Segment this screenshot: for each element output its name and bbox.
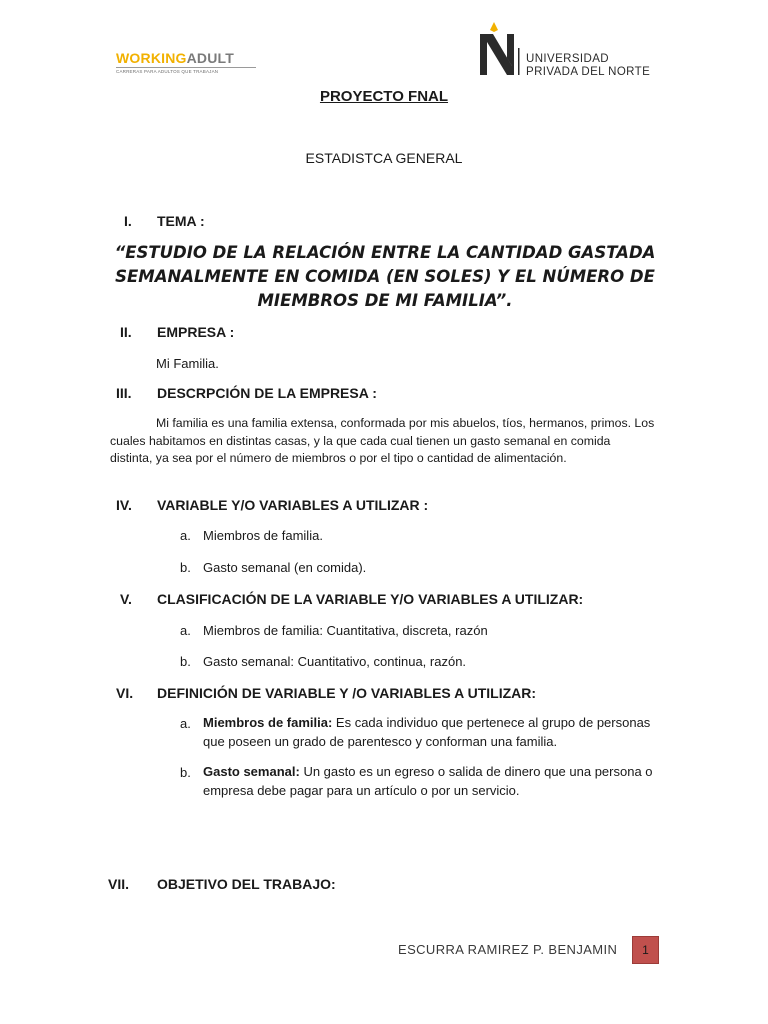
section-3-number: III.	[116, 385, 132, 401]
document-subtitle: ESTADISTCA GENERAL	[305, 150, 463, 166]
definicion-a-text: Es cada individuo que pertenece al grupo de personas que poseen un grado de parentesco y conforman una familia.	[203, 715, 651, 749]
section-2-title: EMPRESA :	[157, 324, 235, 340]
page-number-badge: 1	[632, 936, 659, 964]
definicion-a-term: Miembros de familia:	[203, 715, 333, 730]
section-6-number: VI.	[116, 685, 134, 701]
section-6-title: DEFINICIÓN DE VARIABLE Y /O VARIABLES A UTILIZAR:	[157, 685, 537, 701]
section-7-title: OBJETIVO DEL TRABAJO:	[157, 876, 336, 892]
variable-a-text: Miembros de familia.	[203, 528, 323, 543]
definicion-a-marker: a.	[180, 716, 191, 731]
definicion-b-text: Un gasto es un egreso o salida de dinero que una persona o empresa debe pagar para un artículo o por un servicio.	[203, 764, 653, 798]
definicion-a	[203, 714, 673, 751]
theme-statement: “ESTUDIO DE LA RELACIÓN ENTRE LA CANTIDAD GASTADA SEMANALMENTE EN COMIDA (EN SOLES) Y EL NÚMERO DE MIEMBROS DE MI FAMILIA”.	[114, 243, 656, 310]
section-7-number: VII.	[108, 876, 130, 892]
section-3-title: DESCRPCIÓN DE LA EMPRESA :	[157, 385, 377, 401]
definicion-b-term: Gasto semanal:	[203, 764, 300, 779]
logo-divider	[116, 67, 256, 68]
clasificacion-b-marker: b.	[180, 654, 191, 669]
section-4-title: VARIABLE Y/O VARIABLES A UTILIZAR :	[157, 497, 429, 513]
clasificacion-b-text: Gasto semanal: Cuantitativo, continua, razón.	[203, 654, 467, 669]
variable-a-marker: a.	[180, 528, 191, 543]
section-4-number: IV.	[116, 497, 132, 513]
workingadult-logo	[116, 50, 261, 74]
clasificacion-a-text: Miembros de familia: Cuantitativa, discreta, razón	[203, 623, 488, 638]
logo-adult-text: ADULT	[186, 50, 235, 66]
upn-logo	[478, 20, 663, 80]
upn-n-emblem-icon	[478, 20, 522, 78]
section-1-number: I.	[124, 213, 132, 229]
descripcion-paragraph: Mi familia es una familia extensa, conformada por mis abuelos, tíos, hermanos, primos. Los cuales habitamos en distintas casas, y la que cada cual tienen un gasto semanal en comida distinta, ya sea por el número de miembros o por el tipo o cantidad de alimentación.	[110, 416, 655, 465]
variable-b-marker: b.	[180, 560, 191, 575]
logo-tagline: CARRERAS PARA ADULTOS QUE TRABAJAN	[116, 69, 219, 74]
clasificacion-a-marker: a.	[180, 623, 191, 638]
definicion-b-marker: b.	[180, 765, 191, 780]
workingadult-wordmark	[116, 50, 261, 66]
section-2-number: II.	[120, 324, 132, 340]
logo-working-text: WORKING	[116, 50, 187, 66]
upn-logo-line1: UNIVERSIDAD	[526, 53, 609, 65]
section-5-title: CLASIFICACIÓN DE LA VARIABLE Y/O VARIABLES A UTILIZAR:	[157, 591, 584, 607]
document-title: PROYECTO FNAL	[319, 88, 449, 105]
empresa-text: Mi Familia.	[156, 356, 219, 371]
footer-author: ESCURRA RAMIREZ P. BENJAMIN	[398, 942, 618, 957]
upn-logo-line2: PRIVADA DEL NORTE	[526, 66, 651, 78]
upn-logo-text	[526, 53, 650, 79]
section-1-title: TEMA :	[157, 213, 205, 229]
variable-b-text: Gasto semanal (en comida).	[203, 560, 367, 575]
definicion-b	[203, 763, 673, 800]
section-5-number: V.	[120, 591, 132, 607]
